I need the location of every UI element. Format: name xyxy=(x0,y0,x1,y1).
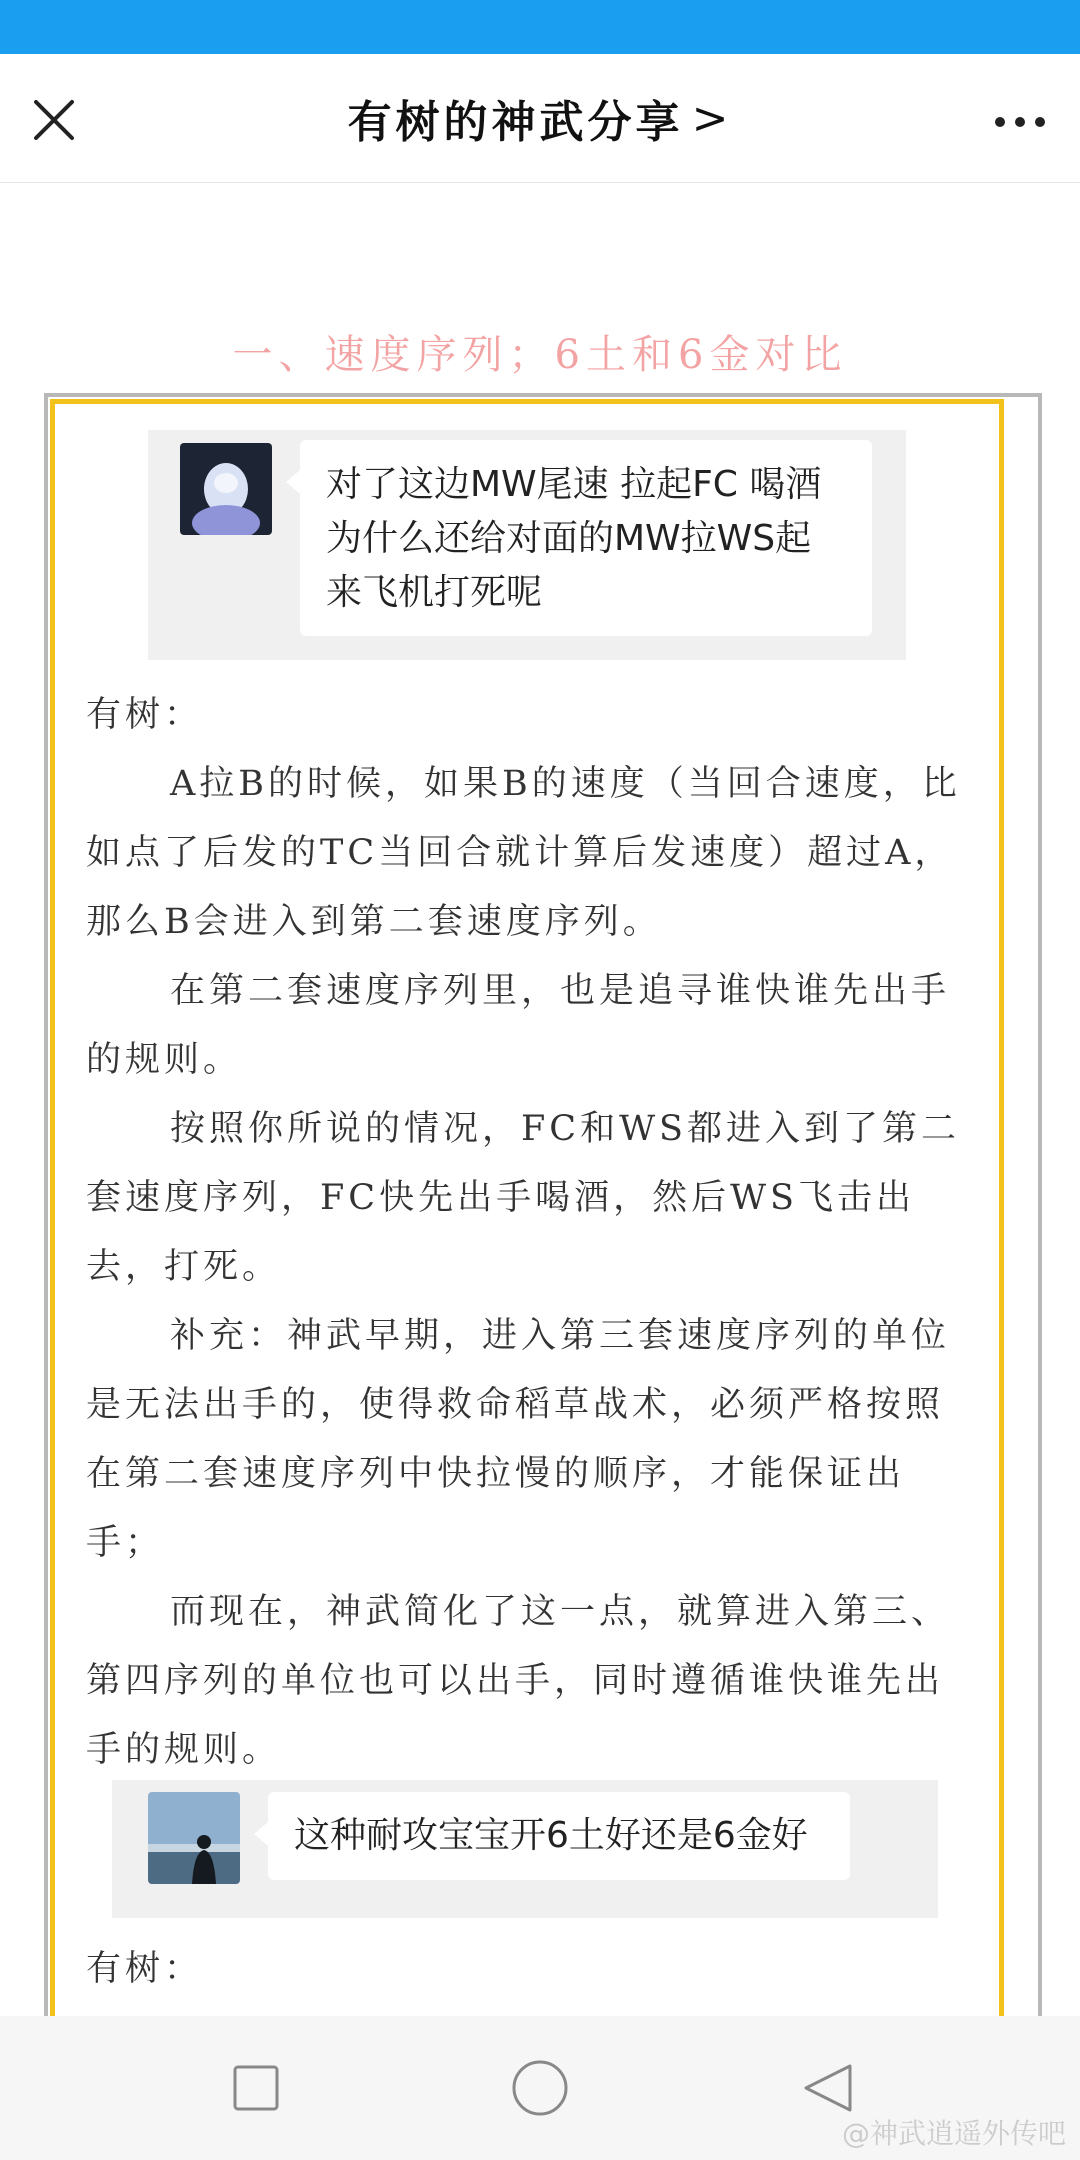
chat-bubble: 这种耐攻宝宝开6土好还是6金好 xyxy=(268,1792,850,1880)
speaker-label: 有树： xyxy=(86,1949,204,1989)
recents-button[interactable] xyxy=(232,2064,280,2112)
paragraph: 按照你所说的情况，FC和WS都进入到了第二套速度序列，FC快先出手喝酒，然后WS飞击出去，打死。 xyxy=(86,1109,961,1287)
avatar xyxy=(180,443,272,535)
top-bar xyxy=(0,54,1080,183)
paragraph: 而现在，神武简化了这一点，就算进入第三、第四序列的单位也可以出手，同时遵循谁快谁先出手的规则。 xyxy=(86,1592,951,1770)
section-title: 一、速度序列；6土和6金对比 xyxy=(232,332,848,378)
chat-screenshot-2 xyxy=(112,1780,938,1918)
watermark: @神武逍遥外传吧 xyxy=(841,2117,1066,2150)
circle-icon xyxy=(510,2058,570,2118)
chat-bubble: 对了这边MW尾速 拉起FC 喝酒为什么还给对面的MW拉WS起来飞机打死呢 xyxy=(300,440,872,636)
paragraph: A拉B的时候，如果B的速度（当回合速度，比如点了后发的TC当回合就计算后发速度）超过A，那么B会进入到第二套速度序列。 xyxy=(86,764,961,942)
avatar xyxy=(148,1792,240,1884)
more-icon xyxy=(990,102,1050,142)
more-button[interactable] xyxy=(990,102,1050,142)
paragraph: 在第二套速度序列里，也是追寻谁快谁先出手的规则。 xyxy=(86,971,951,1080)
home-button[interactable] xyxy=(510,2058,570,2118)
system-nav-bar xyxy=(0,2016,1080,2160)
status-bar xyxy=(0,0,1080,54)
page-title[interactable] xyxy=(0,54,1080,182)
back-button[interactable] xyxy=(800,2060,856,2116)
chat-screenshot-1 xyxy=(148,430,906,660)
speaker-label: 有树： xyxy=(86,695,204,735)
article-content[interactable] xyxy=(0,183,1080,2016)
triangle-back-icon xyxy=(800,2060,856,2116)
chevron-right-icon: > xyxy=(691,92,733,144)
answer-block-1 xyxy=(86,681,966,1785)
answer-block-2 xyxy=(86,1935,966,2004)
paragraph: 补充：神武早期，进入第三套速度序列的单位是无法出手的，使得救命稻草战术，必须严格按照在第二套速度序列中快拉慢的顺序，才能保证出手； xyxy=(86,1316,951,1563)
page-title-text: 有树的神武分享 xyxy=(347,97,684,148)
square-icon xyxy=(232,2064,280,2112)
